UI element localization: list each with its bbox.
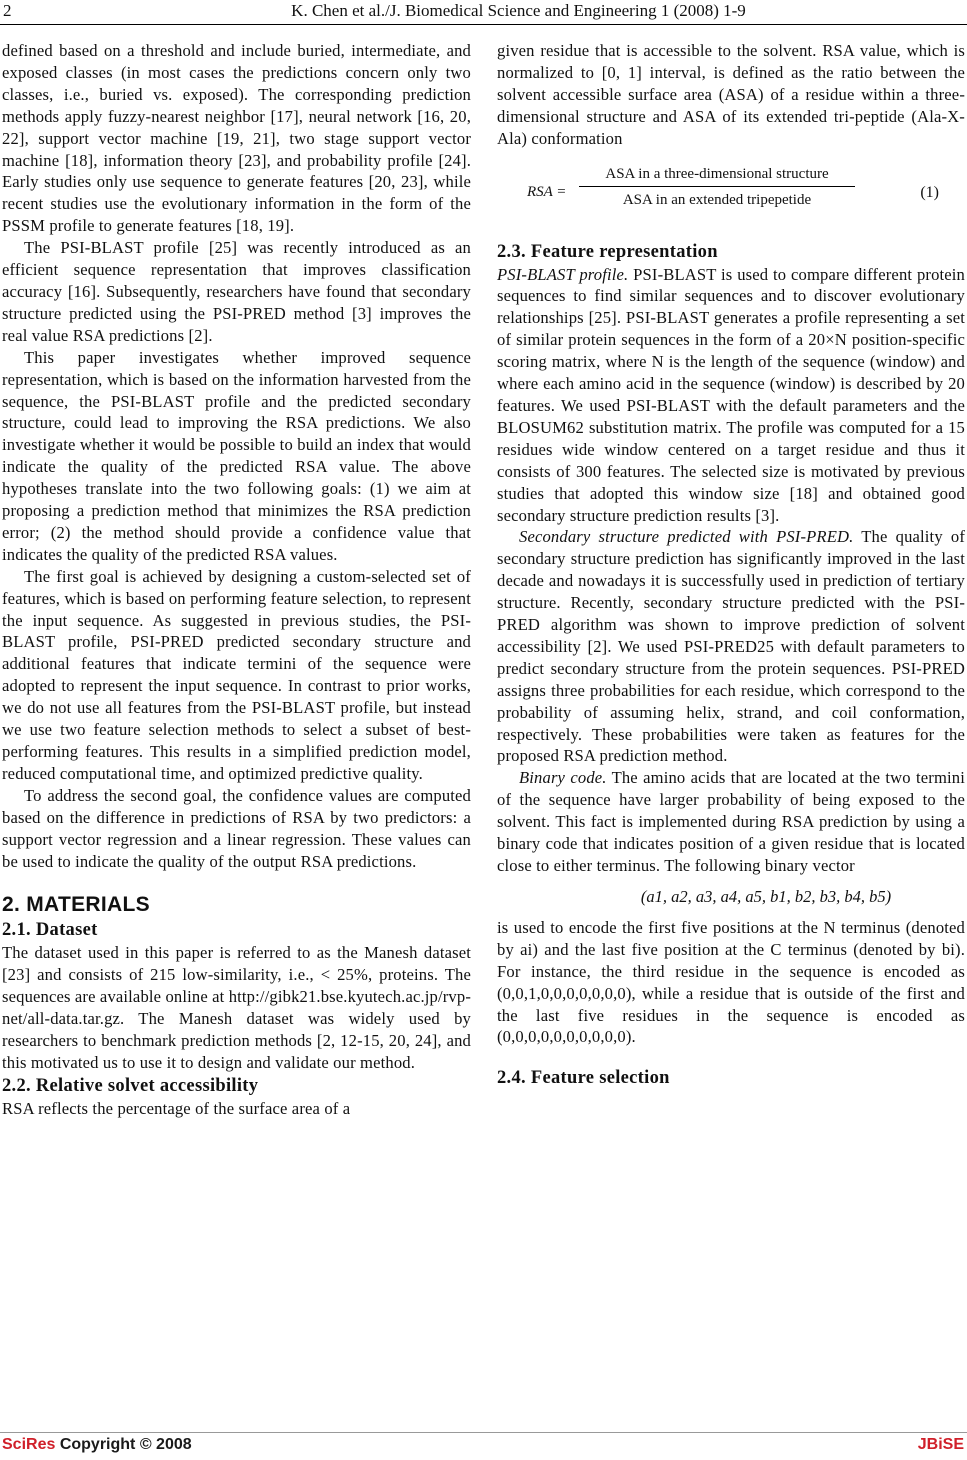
page-number: 2 — [3, 1, 12, 20]
paragraph: RSA reflects the percentage of the surface area of a — [2, 1098, 351, 1118]
subsection-heading: 2.2. Relative solvet accessibility — [2, 1075, 259, 1096]
paragraph — [497, 526, 965, 767]
paragraph — [497, 264, 965, 527]
equation-lhs: RSA = — [527, 183, 567, 200]
equation-rsa — [497, 150, 965, 236]
right-column — [497, 40, 965, 1090]
paragraph-text: PSI-BLAST is used to compare different protein sequences to find similar sequences and to discover evolutionary relationships [25]. PSI-BLAST generates a profile representing a set of similar protein sequences in the form of a 20×N position-specific scoring matrix, where N is the length of the sequence (window) and where each amino acid in the sequence (window) is described by 20 features. We used PSI-BLAST with the default parameters and the BLOSUM62 substitution matrix. The profile was computed for a 15 residues wide window centered on a target residue and thus it consists of 300 features. The selected size is motivated by previous studies that adopted this window size [18] and obtained good secondary structure prediction results [3]. — [497, 264, 965, 525]
paragraph: This paper investigates whether improved sequence representation, which is based on the information harvested from the sequence, the PSI-BLAST profile and the predicted secondary structure, could lead to improving the RSA predictions. We also investigate whether it would be possible to build an index that would indicate the quality of the predicted RSA value. The above hypotheses translate into the two following goals: (1) we aim at proposing a prediction method that minimizes the RSA prediction error; (2) the method should provide a confidence value that indicates the quality of the predicted RSA values. — [2, 347, 471, 564]
subsection-heading: 2.4. Feature selection — [497, 1068, 670, 1089]
paragraph-text: The quality of secondary structure prediction has significantly improved in the last decade and nowadays it is successfully used in prediction of tertiary structure. Recently, secondary structure predicted with the PSI-PRED algorithm was shown to improve prediction of solvent accessibility [2]. We used PSI-PRED25 with default parameters to predict secondary structure from the protein sequences. PSI-PRED assigns three probabilities for each residue, which correspond to the probability of assuming helix, strand, and coil conformation, respectively. These probabilities were taken as features for the proposed RSA prediction method. — [497, 527, 965, 766]
paragraph: The first goal is achieved by designing a custom-selected set of features, which is based on performing feature selection, to represent the input sequence. As suggested in previous studies, the PSI-BLAST profile, PSI-PRED predicted secondary structure and additional features that indicate termini of the sequence were adopted to represent the input sequence. In contrast to prior works, we do not use all features from the PSI-BLAST profile, but instead we use two feature selection methods to select a subset of best-performing features. This results in a simplified prediction model, reduced computational time, and optimized predictive quality. — [2, 566, 471, 783]
subsection-heading: 2.1. Dataset — [2, 920, 98, 941]
equation-numerator: ASA in a three-dimensional structure — [579, 164, 855, 187]
equation-fraction — [579, 164, 855, 210]
equation-denominator: ASA in an extended tripepetide — [622, 191, 812, 208]
binary-vector: (a1, a2, a3, a4, a5, b1, b2, b3, b4, b5) — [640, 886, 892, 906]
run-in-label: Binary code. — [519, 768, 607, 788]
paragraph — [497, 767, 965, 877]
run-in-label: Secondary structure predicted with PSI-PRED. — [519, 527, 854, 547]
footer-rule — [0, 1432, 967, 1433]
paragraph: is used to encode the first five positions at the N terminus (denoted by ai) and the last five position at the C terminus (denoted by bi). For instance, the third residue in the sequence is encoded as (0,0,1,0,0,0,0,0,0,0), while a residue that is outside of the first and the last five residues in the sequence is encoded as (0,0,0,0,0,0,0,0,0,0). — [497, 917, 965, 1047]
copyright-text: Copyright © 2008 — [59, 1436, 192, 1453]
equation-number: (1) — [920, 183, 939, 201]
page-footer — [0, 1436, 967, 1458]
page-header — [0, 0, 967, 26]
left-column — [2, 40, 471, 1120]
journal-abbreviation: JBiSE — [917, 1436, 964, 1453]
running-head: K. Chen et al./J. Biomedical Science and Engineering 1 (2008) 1-9 — [291, 1, 746, 20]
subsection-heading: 2.3. Feature representation — [497, 241, 718, 262]
paragraph: defined based on a threshold and include buried, intermediate, and exposed classes (in most cases the predictions concern only two classes, i.e., buried vs. exposed). The corresponding prediction methods apply fuzzy-nearest neighbor [17], neural network [16, 20, 22], support vector machine [19, 21], two stage support vector machine [18], information theory [23], and probability profile [24]. Early studies only use sequence to generate features [20, 23], while recent studies use the evolutionary information in the form of the PSSM profile to generate features [18, 19]. — [2, 41, 471, 236]
header-rule — [0, 24, 967, 25]
publisher-brand — [2, 1436, 192, 1454]
paragraph: To address the second goal, the confidence values are computed based on the difference in predictions of RSA by two predictors: a support vector regression and a linear regression. These values can be used to indicate the quality of the output RSA predictions. — [2, 785, 471, 871]
paragraph: given residue that is accessible to the solvent. RSA value, which is normalized to [0, 1] interval, is defined as the ratio between the solvent accessible surface area (ASA) of a residue within a three-dimensional structure and ASA of its extended tri-peptide (Ala-X-Ala) conformation — [497, 41, 965, 148]
paragraph: The dataset used in this paper is referred to as the Manesh dataset [23] and consists of 215 low-similarity, i.e., < 25%, proteins. The sequences are available online at http://gibk21.bse.kyutech.ac.jp/rvp-net/all-data.tar.gz. The Manesh dataset was widely used by researchers to benchmark prediction methods [2, 12-15, 20, 24], and this motivated us to use it to design and validate our method. — [2, 943, 471, 1072]
paragraph-text: The amino acids that are located at the two termini of the sequence have larger probability of being exposed to the solvent. This fact is implemented during RSA prediction by using a binary code that indicates position of a given residue that is located close to either terminus. The following binary vector — [497, 768, 965, 875]
paragraph: The PSI-BLAST profile [25] was recently introduced as an efficient sequence representation that improves classification accuracy [16]. Subsequently, researchers have found that secondary structure predicted using the PSI-PRED method [3] improves the real value RSA predictions [2]. — [2, 238, 471, 345]
run-in-label: PSI-BLAST profile. — [497, 264, 629, 284]
section-heading: 2. MATERIALS — [2, 893, 150, 917]
publisher-name: SciRes — [2, 1436, 56, 1453]
